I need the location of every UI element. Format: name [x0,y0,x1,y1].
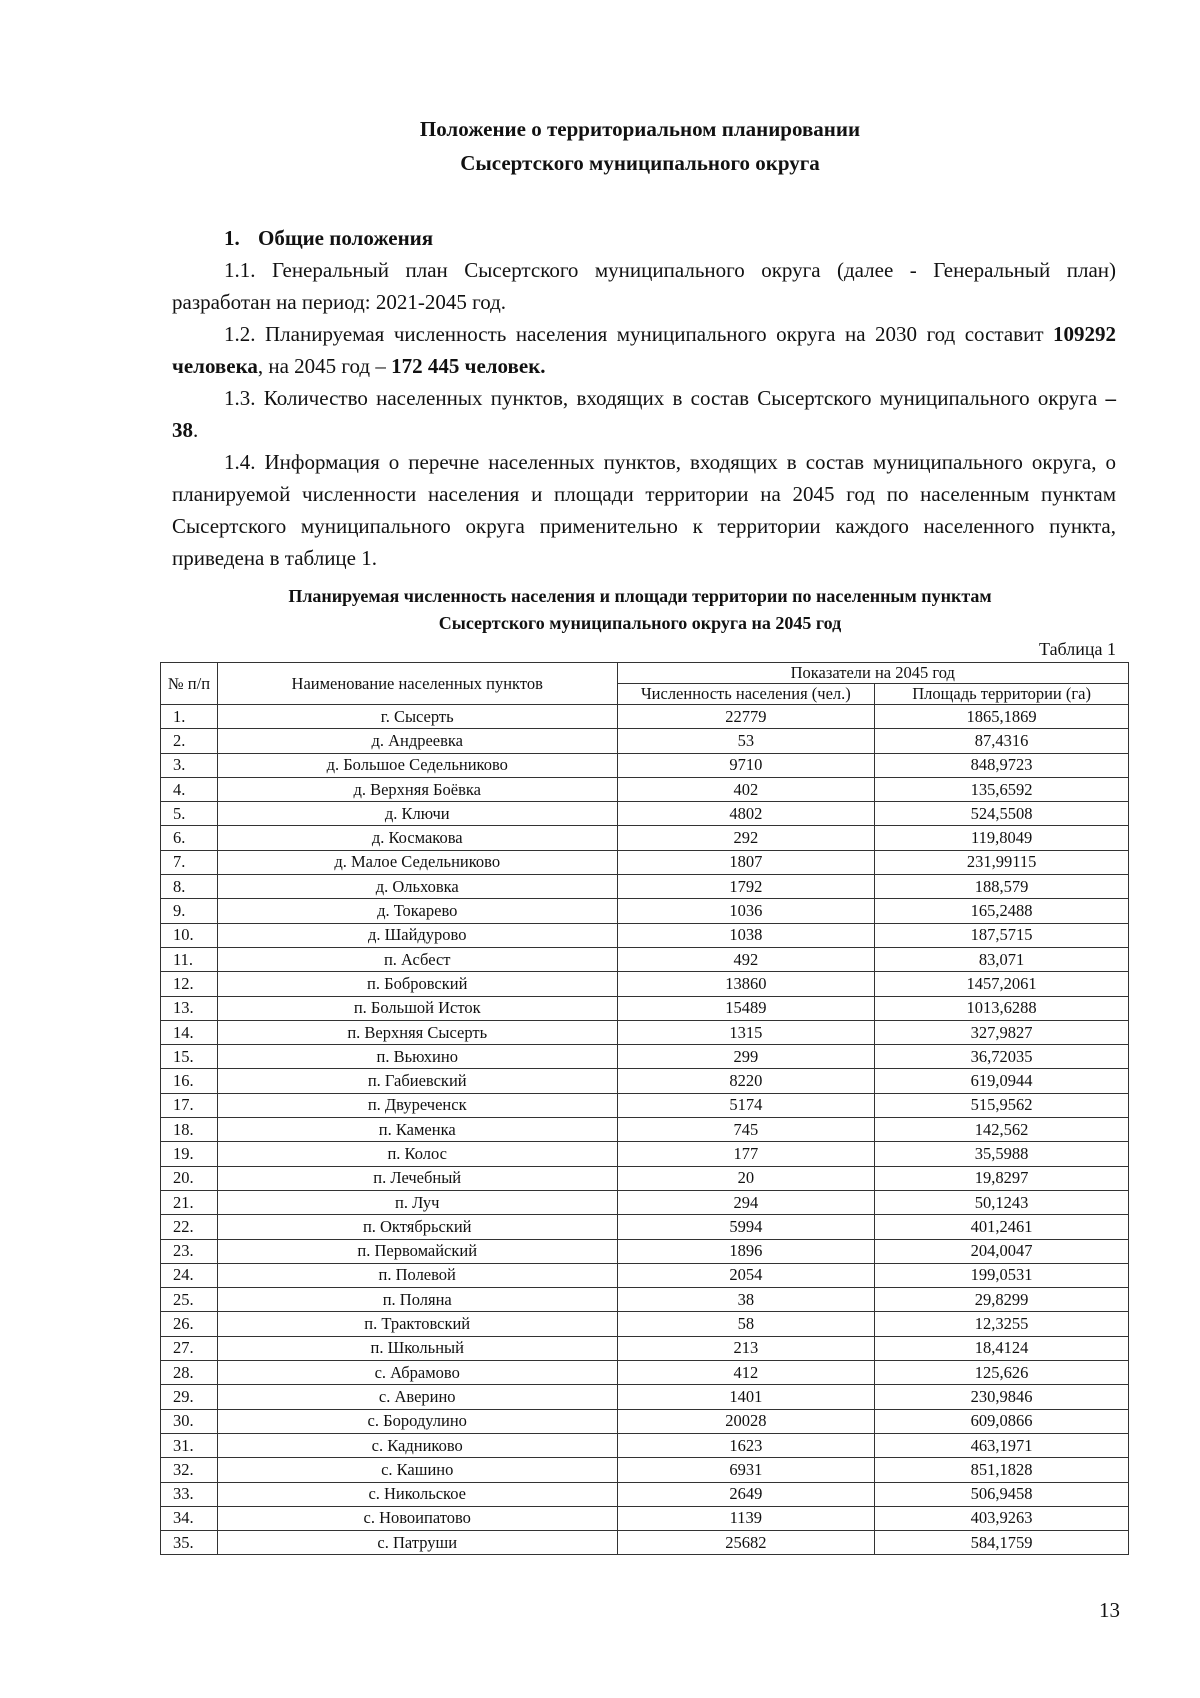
cell-name: с. Новоипатово [217,1506,617,1530]
paragraph-1-2 [172,318,1116,382]
cell-name: г. Сысерть [217,705,617,729]
cell-area: 87,4316 [875,729,1129,753]
cell-area: 515,9562 [875,1093,1129,1117]
header-num: № п/п [161,663,218,705]
table-row [161,875,1129,899]
cell-name: п. Лечебный [217,1166,617,1190]
cell-area: 19,8297 [875,1166,1129,1190]
cell-num: 29. [161,1385,218,1409]
paragraph-1-3-suffix: . [193,418,199,442]
cell-name: д. Малое Седельниково [217,850,617,874]
cell-area: 231,99115 [875,850,1129,874]
cell-name: д. Космакова [217,826,617,850]
table-row [161,1482,1129,1506]
table-row [161,1409,1129,1433]
population-2030: 109292 человека [172,322,1116,378]
table-row [161,1263,1129,1287]
table-title-line2: Сысертского муниципального округа на 2045 год [438,613,842,633]
cell-area: 584,1759 [875,1531,1129,1555]
cell-area: 135,6592 [875,777,1129,801]
cell-num: 34. [161,1506,218,1530]
cell-name: п. Двуреченск [217,1093,617,1117]
cell-num: 7. [161,850,218,874]
cell-area: 1457,2061 [875,972,1129,996]
cell-num: 3. [161,753,218,777]
table-row [161,1069,1129,1093]
cell-name: д. Андреевка [217,729,617,753]
header-name: Наименование населенных пунктов [217,663,617,705]
cell-name: д. Большое Седельниково [217,753,617,777]
table-row [161,826,1129,850]
document-title [160,112,1120,180]
table-row [161,1458,1129,1482]
cell-num: 11. [161,947,218,971]
cell-population: 13860 [617,972,875,996]
cell-area: 463,1971 [875,1433,1129,1457]
cell-num: 18. [161,1118,218,1142]
cell-population: 15489 [617,996,875,1020]
cell-population: 745 [617,1118,875,1142]
cell-population: 177 [617,1142,875,1166]
cell-population: 58 [617,1312,875,1336]
cell-name: п. Первомайский [217,1239,617,1263]
cell-num: 5. [161,802,218,826]
cell-name: д. Ключи [217,802,617,826]
header-population: Численность населения (чел.) [617,684,875,705]
cell-population: 5994 [617,1215,875,1239]
paragraph-1-4: 1.4. Информация о перечне населенных пунктов, входящих в состав муниципального округа, о планируемой численности населения и площади территории на 2045 год по населенным пунктам Сысертского муниципального округа применительно к территории каждого населенного пункта, приведена в таблице 1. [172,450,1116,570]
table-row [161,996,1129,1020]
cell-population: 25682 [617,1531,875,1555]
table-row [161,1166,1129,1190]
table-row [161,947,1129,971]
cell-population: 4802 [617,802,875,826]
cell-name: п. Полевой [217,1263,617,1287]
cell-area: 848,9723 [875,753,1129,777]
cell-population: 2054 [617,1263,875,1287]
cell-num: 10. [161,923,218,947]
cell-area: 1013,6288 [875,996,1129,1020]
cell-population: 299 [617,1045,875,1069]
table-title [160,583,1120,637]
table-row [161,1336,1129,1360]
cell-area: 35,5988 [875,1142,1129,1166]
cell-num: 20. [161,1166,218,1190]
cell-name: с. Патруши [217,1531,617,1555]
cell-population: 1315 [617,1020,875,1044]
section-heading-text: Общие положения [258,226,434,250]
cell-area: 401,2461 [875,1215,1129,1239]
settlements-table [160,662,1129,1555]
paragraph-1-2-prefix: 1.2. Планируемая численность населения муниципального округа на 2030 год составит [224,322,1053,346]
table-header [161,663,1129,705]
cell-num: 32. [161,1458,218,1482]
cell-area: 50,1243 [875,1190,1129,1214]
cell-num: 28. [161,1361,218,1385]
cell-area: 187,5715 [875,923,1129,947]
cell-population: 5174 [617,1093,875,1117]
cell-population: 1792 [617,875,875,899]
table-body [161,705,1129,1555]
cell-name: с. Никольское [217,1482,617,1506]
cell-name: д. Ольховка [217,875,617,899]
table-row [161,1045,1129,1069]
table-row [161,923,1129,947]
table-row [161,1215,1129,1239]
cell-num: 2. [161,729,218,753]
cell-num: 15. [161,1045,218,1069]
cell-name: п. Луч [217,1190,617,1214]
table-title-line1: Планируемая численность населения и площади территории по населенным пунктам [288,586,992,606]
cell-name: п. Октябрьский [217,1215,617,1239]
cell-population: 22779 [617,705,875,729]
cell-area: 188,579 [875,875,1129,899]
cell-num: 27. [161,1336,218,1360]
cell-name: п. Габиевский [217,1069,617,1093]
cell-name: п. Бобровский [217,972,617,996]
paragraph-1-3 [172,382,1116,446]
table-row [161,1093,1129,1117]
cell-area: 851,1828 [875,1458,1129,1482]
cell-num: 1. [161,705,218,729]
cell-area: 230,9846 [875,1385,1129,1409]
cell-name: д. Шайдурово [217,923,617,947]
cell-area: 1865,1869 [875,705,1129,729]
cell-num: 8. [161,875,218,899]
cell-area: 199,0531 [875,1263,1129,1287]
cell-area: 12,3255 [875,1312,1129,1336]
table-row [161,1118,1129,1142]
cell-num: 13. [161,996,218,1020]
cell-area: 142,562 [875,1118,1129,1142]
cell-population: 6931 [617,1458,875,1482]
cell-population: 1038 [617,923,875,947]
table-row [161,1506,1129,1530]
document-title-line2: Сысертского муниципального округа [460,151,820,175]
paragraph-1-2-mid: , на 2045 год – [257,354,392,378]
table-row [161,1142,1129,1166]
cell-population: 213 [617,1336,875,1360]
cell-population: 412 [617,1361,875,1385]
cell-population: 2649 [617,1482,875,1506]
cell-name: д. Верхняя Боёвка [217,777,617,801]
cell-area: 165,2488 [875,899,1129,923]
paragraph-1-1: 1.1. Генеральный план Сысертского муниципального округа (далее - Генеральный план) разработан на период: 2021-2045 год. [172,258,1116,314]
cell-area: 36,72035 [875,1045,1129,1069]
cell-population: 1807 [617,850,875,874]
cell-population: 1139 [617,1506,875,1530]
table-row [161,802,1129,826]
cell-num: 19. [161,1142,218,1166]
cell-name: п. Колос [217,1142,617,1166]
header-area: Площадь территории (га) [875,684,1129,705]
cell-population: 1896 [617,1239,875,1263]
cell-num: 25. [161,1288,218,1312]
cell-population: 294 [617,1190,875,1214]
settlements-count: – 38 [172,386,1116,442]
cell-population: 9710 [617,753,875,777]
cell-area: 609,0866 [875,1409,1129,1433]
cell-num: 31. [161,1433,218,1457]
cell-num: 12. [161,972,218,996]
cell-population: 1036 [617,899,875,923]
cell-num: 21. [161,1190,218,1214]
cell-name: п. Большой Исток [217,996,617,1020]
cell-num: 14. [161,1020,218,1044]
cell-area: 403,9263 [875,1506,1129,1530]
cell-area: 119,8049 [875,826,1129,850]
cell-area: 524,5508 [875,802,1129,826]
header-group: Показатели на 2045 год [617,663,1129,684]
cell-population: 53 [617,729,875,753]
table-row [161,1361,1129,1385]
cell-num: 35. [161,1531,218,1555]
cell-name: п. Верхняя Сысерть [217,1020,617,1044]
section-general-provisions [172,222,1116,574]
cell-population: 38 [617,1288,875,1312]
table-row [161,1020,1129,1044]
table-row [161,899,1129,923]
document-title-line1: Положение о территориальном планировании [419,117,861,141]
table-row [161,972,1129,996]
table-row [161,777,1129,801]
cell-name: с. Бородулино [217,1409,617,1433]
cell-name: п. Поляна [217,1288,617,1312]
cell-name: п. Школьный [217,1336,617,1360]
table-row [161,1531,1129,1555]
page-number: 13 [1099,1598,1120,1622]
table-caption: Таблица 1 [1039,639,1116,659]
cell-population: 20 [617,1166,875,1190]
cell-population: 20028 [617,1409,875,1433]
table-row [161,705,1129,729]
cell-area: 204,0047 [875,1239,1129,1263]
table-row [161,850,1129,874]
table-row [161,1312,1129,1336]
cell-population: 8220 [617,1069,875,1093]
cell-num: 9. [161,899,218,923]
cell-area: 125,626 [875,1361,1129,1385]
cell-area: 29,8299 [875,1288,1129,1312]
section-number: 1. [224,226,240,250]
table-row [161,1239,1129,1263]
section-heading [172,222,1116,254]
cell-area: 506,9458 [875,1482,1129,1506]
table-row [161,1433,1129,1457]
cell-name: п. Асбест [217,947,617,971]
paragraph-1-3-prefix: 1.3. Количество населенных пунктов, входящих в состав Сысертского муниципального округа [224,386,1106,410]
cell-area: 619,0944 [875,1069,1129,1093]
cell-area: 18,4124 [875,1336,1129,1360]
cell-num: 33. [161,1482,218,1506]
cell-area: 83,071 [875,947,1129,971]
cell-name: п. Вьюхино [217,1045,617,1069]
cell-name: п. Трактовский [217,1312,617,1336]
cell-name: с. Абрамово [217,1361,617,1385]
cell-population: 1623 [617,1433,875,1457]
cell-name: с. Кадниково [217,1433,617,1457]
cell-area: 327,9827 [875,1020,1129,1044]
cell-num: 23. [161,1239,218,1263]
cell-num: 24. [161,1263,218,1287]
cell-name: с. Аверино [217,1385,617,1409]
cell-population: 492 [617,947,875,971]
cell-population: 402 [617,777,875,801]
cell-num: 26. [161,1312,218,1336]
table-row [161,753,1129,777]
cell-name: с. Кашино [217,1458,617,1482]
cell-num: 6. [161,826,218,850]
cell-population: 1401 [617,1385,875,1409]
cell-num: 17. [161,1093,218,1117]
cell-name: д. Токарево [217,899,617,923]
population-2045: 172 445 человек. [391,354,546,378]
cell-num: 4. [161,777,218,801]
cell-num: 22. [161,1215,218,1239]
cell-population: 292 [617,826,875,850]
table-row [161,729,1129,753]
cell-num: 16. [161,1069,218,1093]
cell-num: 30. [161,1409,218,1433]
table-row [161,1385,1129,1409]
table-row [161,1288,1129,1312]
cell-name: п. Каменка [217,1118,617,1142]
table-row [161,1190,1129,1214]
